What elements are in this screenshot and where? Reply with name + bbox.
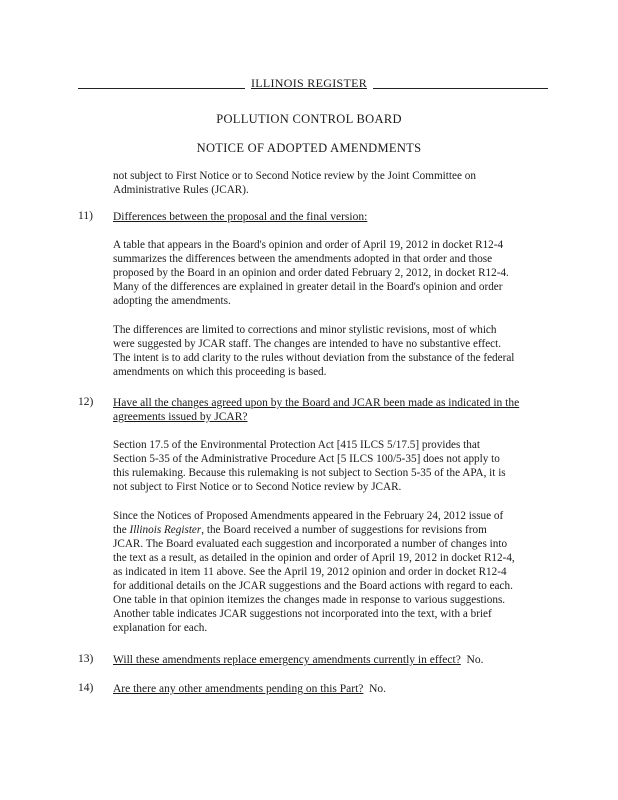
paragraph-line: were suggested by JCAR staff. The changes are intended to have no substantive effect. <box>113 338 502 350</box>
item-question: Will these amendments replace emergency amendments currently in effect? <box>113 654 461 666</box>
paragraph-line: adopting the amendments. <box>113 295 231 307</box>
item-question-line <box>113 653 483 667</box>
paragraph-line: Section 17.5 of the Environmental Protection Act [415 ILCS 5/17.5] provides that <box>113 439 480 451</box>
paragraph-line: for additional details on the JCAR suggestions and the Board actions with regard to each. <box>113 580 513 592</box>
item-question: Differences between the proposal and the final version: <box>113 211 368 223</box>
paragraph-line: this rulemaking. Because this rulemaking is not subject to Section 5-35 of the APA, it is <box>113 467 506 479</box>
paragraph-line: Section 5-35 of the Administrative Procedure Act [5 ILCS 100/5-35] does not apply to <box>113 453 500 465</box>
paragraph-line: The intent is to add clarity to the rules without deviation from the substance of the federal <box>113 352 515 364</box>
continuation-line: Administrative Rules (JCAR). <box>113 184 249 196</box>
paragraph-line: Many of the differences are explained in greater detail in the Board's opinion and order <box>113 281 503 293</box>
item-number: 13) <box>78 653 94 665</box>
paragraph-line: One table in that opinion itemizes the changes made in response to various suggestions. <box>113 594 506 606</box>
item-answer: No. <box>369 683 387 695</box>
paragraph-line: explanation for each. <box>113 622 208 634</box>
notice-heading: NOTICE OF ADOPTED AMENDMENTS <box>196 141 422 155</box>
paragraph-line: as indicated in item 11 above. See the April 19, 2012 opinion and order in docket R12-4 <box>113 566 507 578</box>
agency-heading: POLLUTION CONTROL BOARD <box>216 112 402 126</box>
paragraph-line: proposed by the Board in an opinion and order dated February 2, 2012, in docket R12-4. <box>113 267 509 279</box>
paragraph-line: JCAR. The Board evaluated each suggestion and incorporated a number of changes into <box>113 538 508 550</box>
paragraph-line: Another table indicates JCAR suggestions not incorporated into the text, with a brief <box>113 608 492 620</box>
paragraph-line: not subject to First Notice or to Second Notice review by JCAR. <box>113 481 402 493</box>
item-question-line <box>113 682 386 696</box>
paragraph-line: the text as a result, as detailed in the opinion and order of April 19, 2012 in docket R12-4, <box>113 552 515 564</box>
paragraph-line: Since the Notices of Proposed Amendments appeared in the February 24, 2012 issue of <box>113 510 504 522</box>
register-title: ILLINOIS REGISTER <box>0 76 618 91</box>
paragraph-line: the Illinois Register, the Board received a number of suggestions for revisions from <box>113 524 487 536</box>
item-question: Have all the changes agreed upon by the Board and JCAR been made as indicated in the <box>113 397 520 409</box>
item-answer: No. <box>466 654 484 666</box>
item-question: Are there any other amendments pending on this Part? <box>113 683 364 695</box>
item-number: 11) <box>78 210 93 222</box>
continuation-line: not subject to First Notice or to Second Notice review by the Joint Committee on <box>113 170 476 182</box>
item-number: 12) <box>78 396 94 408</box>
paragraph-line: A table that appears in the Board's opinion and order of April 19, 2012 in docket R12-4 <box>113 239 504 251</box>
paragraph-line: amendments on which this proceeding is based. <box>113 366 327 378</box>
paragraph-line: summarizes the differences between the amendments adopted in that order and those <box>113 253 493 265</box>
paragraph-line: The differences are limited to corrections and minor stylistic revisions, most of which <box>113 324 497 336</box>
item-number: 14) <box>78 682 94 694</box>
italic-title: Illinois Register <box>129 524 202 536</box>
item-question: agreements issued by JCAR? <box>113 411 248 423</box>
